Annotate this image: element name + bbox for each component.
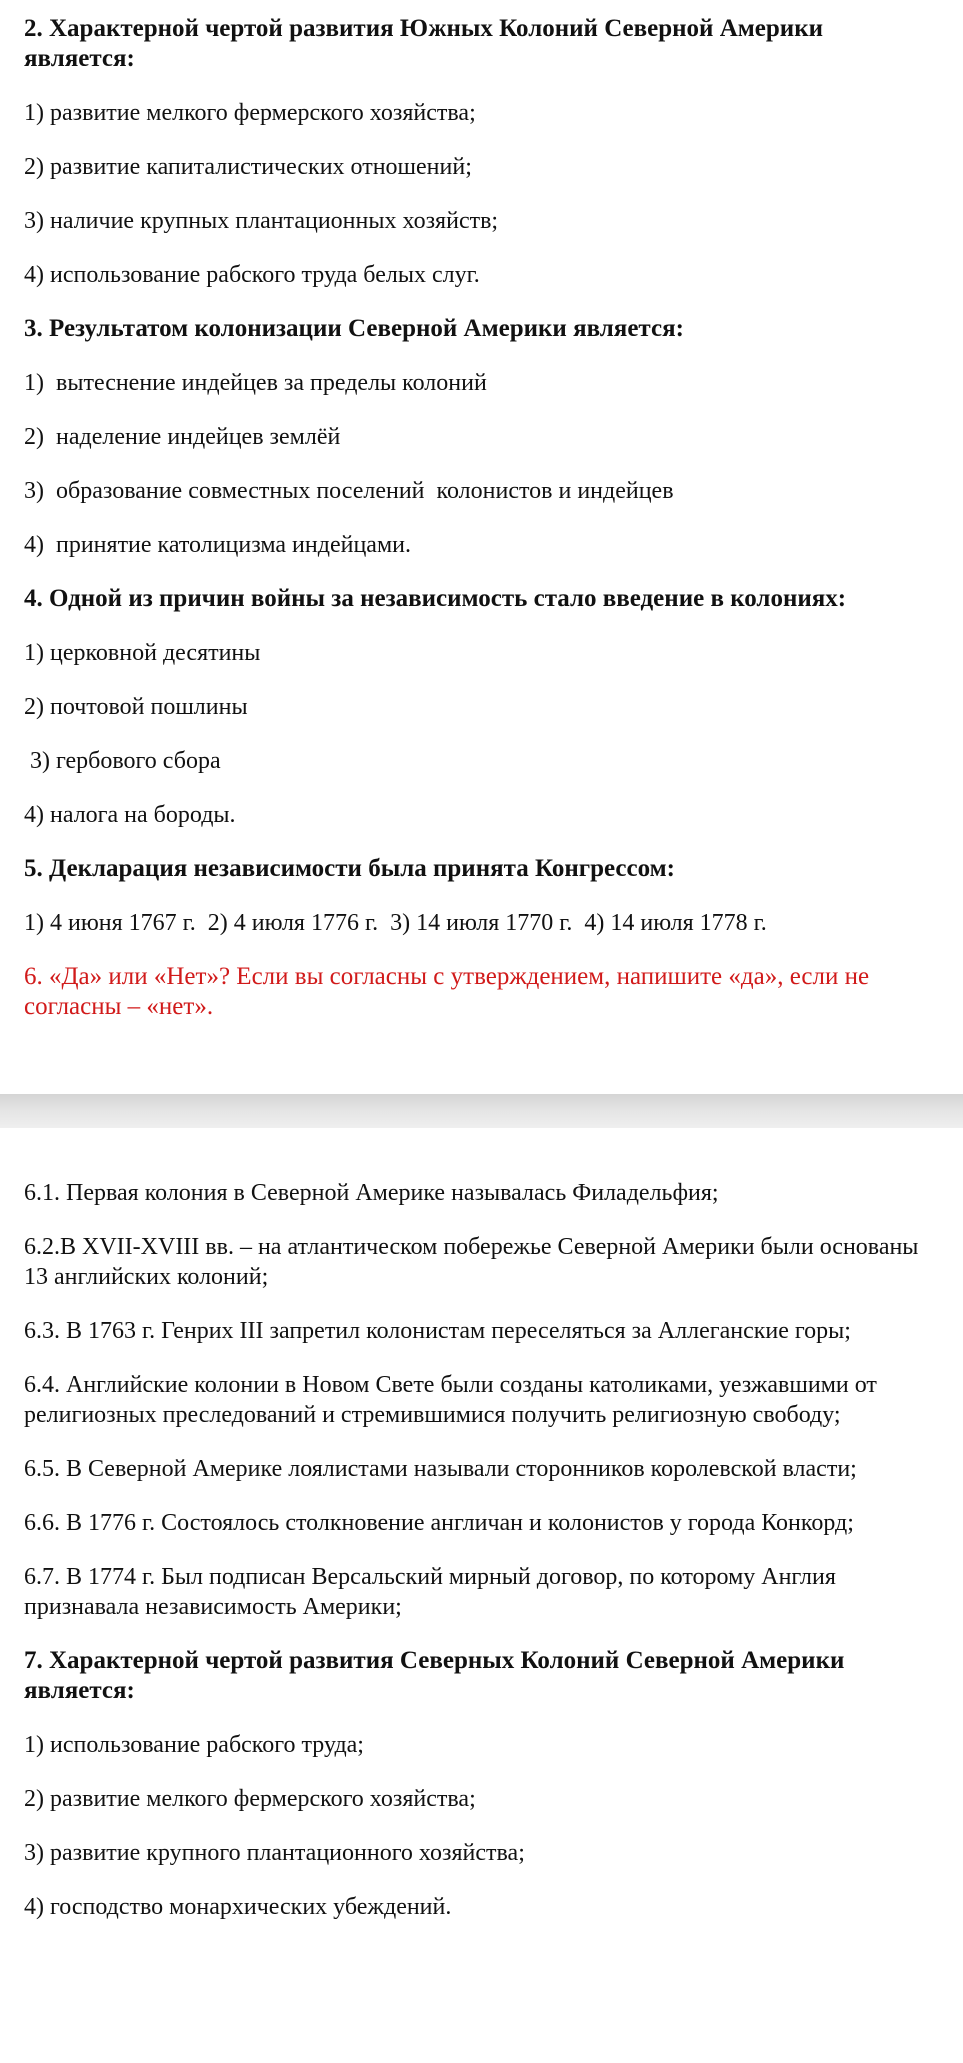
page-separator bbox=[0, 1094, 963, 1128]
question-7-option-3: 3) развитие крупного плантационного хозяйства; bbox=[24, 1840, 525, 1866]
question-3-option-4: 4) принятие католицизма индейцами. bbox=[24, 532, 411, 558]
question-4-option-4: 4) налога на бороды. bbox=[24, 802, 236, 828]
statement-6-7: 6.7. В 1774 г. Был подписан Версальский мирный договор, по которому Англия признавала независимость Америки; bbox=[24, 1564, 836, 1620]
question-2-option-1: 1) развитие мелкого фермерского хозяйства; bbox=[24, 100, 476, 126]
question-5-options: 1) 4 июня 1767 г. 2) 4 июля 1776 г. 3) 14 июля 1770 г. 4) 14 июля 1778 г. bbox=[24, 910, 767, 936]
statement-6-1: 6.1. Первая колония в Северной Америке называлась Филадельфия; bbox=[24, 1180, 719, 1206]
statement-6-4: 6.4. Английские колонии в Новом Свете были созданы католиками, уезжавшими от религиозных преследований и стремившимися получить религиозную свободу; bbox=[24, 1372, 877, 1428]
page-bottom bbox=[0, 1128, 963, 2063]
statement-6-5: 6.5. В Северной Америке лоялистами называли сторонников королевской власти; bbox=[24, 1456, 857, 1482]
question-3-title: 3. Результатом колонизации Северной Америки является: bbox=[24, 315, 684, 342]
question-7-option-4: 4) господство монархических убеждений. bbox=[24, 1894, 452, 1920]
question-6-title: 6. «Да» или «Нет»? Если вы согласны с утверждением, напишите «да», если не согласны – «нет». bbox=[24, 963, 870, 1020]
question-2-option-2: 2) развитие капиталистических отношений; bbox=[24, 154, 472, 180]
question-3-option-3: 3) образование совместных поселений колонистов и индейцев bbox=[24, 478, 674, 504]
question-4-option-1: 1) церковной десятины bbox=[24, 640, 261, 666]
statement-6-3: 6.3. В 1763 г. Генрих III запретил колонистам переселяться за Аллеганские горы; bbox=[24, 1318, 851, 1344]
question-4-title: 4. Одной из причин войны за независимость стало введение в колониях: bbox=[24, 585, 847, 612]
question-2-title: 2. Характерной чертой развития Южных Колоний Северной Америки является: bbox=[24, 15, 823, 72]
statement-6-6: 6.6. В 1776 г. Состоялось столкновение англичан и колонистов у города Конкорд; bbox=[24, 1510, 854, 1536]
question-4-option-3: 3) гербового сбора bbox=[24, 748, 221, 774]
question-5-title: 5. Декларация независимости была принята Конгрессом: bbox=[24, 855, 675, 882]
question-7-title: 7. Характерной чертой развития Северных Колоний Северной Америки является: bbox=[24, 1647, 845, 1704]
statement-6-2: 6.2.В XVII-XVIII вв. – на атлантическом побережье Северной Америки были основаны 13 английских колоний; bbox=[24, 1234, 919, 1290]
question-7-option-1: 1) использование рабского труда; bbox=[24, 1732, 364, 1758]
question-3-option-2: 2) наделение индейцев землёй bbox=[24, 424, 341, 450]
question-2-option-4: 4) использование рабского труда белых слуг. bbox=[24, 262, 480, 288]
question-3-option-1: 1) вытеснение индейцев за пределы колоний bbox=[24, 370, 487, 396]
question-2-option-3: 3) наличие крупных плантационных хозяйств; bbox=[24, 208, 499, 234]
question-7-option-2: 2) развитие мелкого фермерского хозяйства; bbox=[24, 1786, 476, 1812]
question-4-option-2: 2) почтовой пошлины bbox=[24, 694, 248, 720]
